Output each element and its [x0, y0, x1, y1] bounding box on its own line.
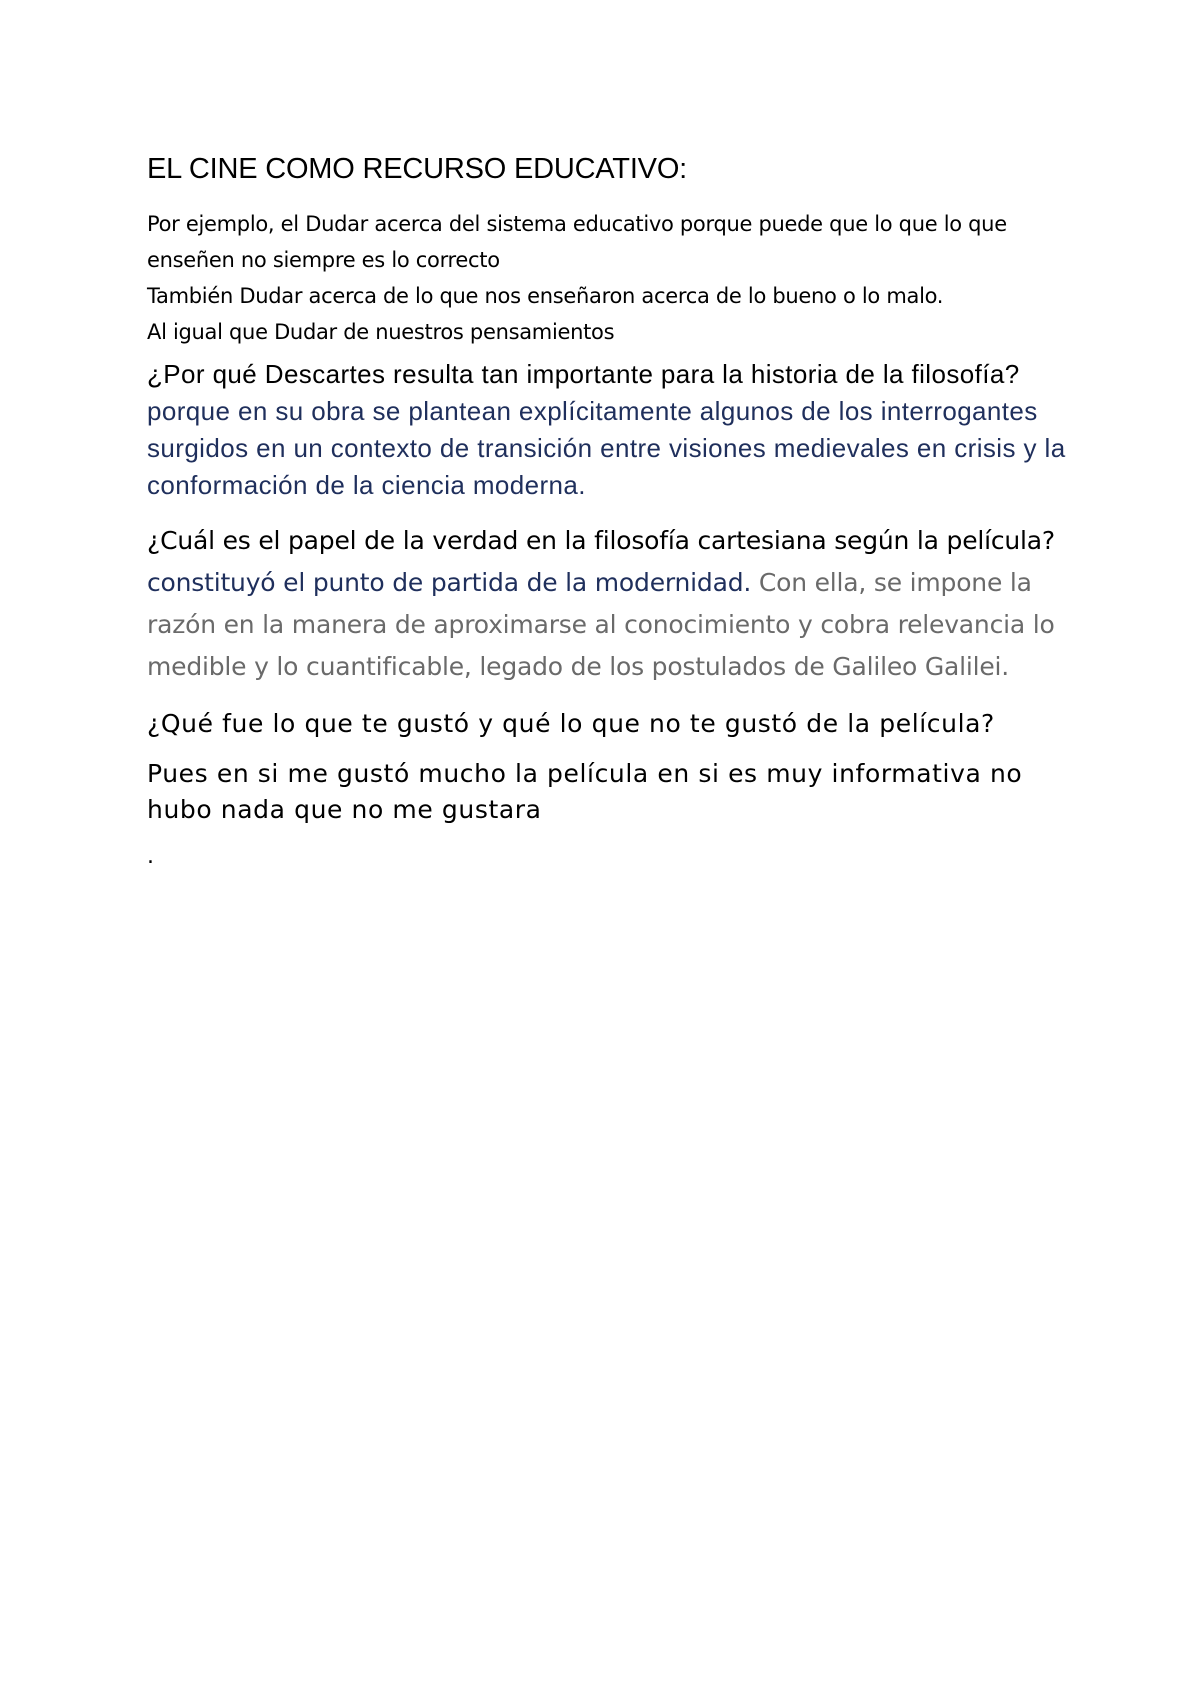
- question-1-text: ¿Por qué Descartes resulta tan importante para la historia de la filosofía?: [147, 359, 1020, 389]
- answer-3-text: Pues en si me gustó mucho la película en si es muy informativa no hubo nada que no me gustara: [147, 759, 1023, 824]
- question-1-paragraph: [147, 356, 1077, 504]
- document-title: EL CINE COMO RECURSO EDUCATIVO:: [147, 153, 688, 185]
- trailing-period: .: [147, 844, 154, 869]
- answer-2-text-part2: Con ella, se impone la razón en la manera de aproximarse al conocimiento y cobra relevancia lo medible y lo cuantificable, legado de los postulados de Galileo Galilei.: [147, 568, 1055, 681]
- intro-paragraph-1: Por ejemplo, el Dudar acerca del sistema educativo porque puede que lo que lo que enseñen no siempre es lo correcto: [147, 212, 1007, 272]
- intro-paragraph-3: Al igual que Dudar de nuestros pensamientos: [147, 320, 615, 344]
- question-3-text: ¿Qué fue lo que te gustó y qué lo que no te gustó de la película?: [147, 709, 995, 738]
- question-2-text: ¿Cuál es el papel de la verdad en la filosofía cartesiana según la película?: [147, 526, 1055, 555]
- intro-paragraph-2: También Dudar acerca de lo que nos enseñaron acerca de lo bueno o lo malo.: [147, 284, 944, 308]
- question-2-paragraph: [147, 520, 1077, 688]
- answer-1-text: porque en su obra se plantean explícitamente algunos de los interrogantes surgidos en un contexto de transición entre visiones medievales en crisis y la conformación de la ciencia moderna.: [147, 396, 1066, 500]
- intro-section: [147, 206, 1077, 350]
- answer-2-text-part1: constituyó el punto de partida de la modernidad.: [147, 568, 759, 597]
- document-body: [147, 150, 1077, 872]
